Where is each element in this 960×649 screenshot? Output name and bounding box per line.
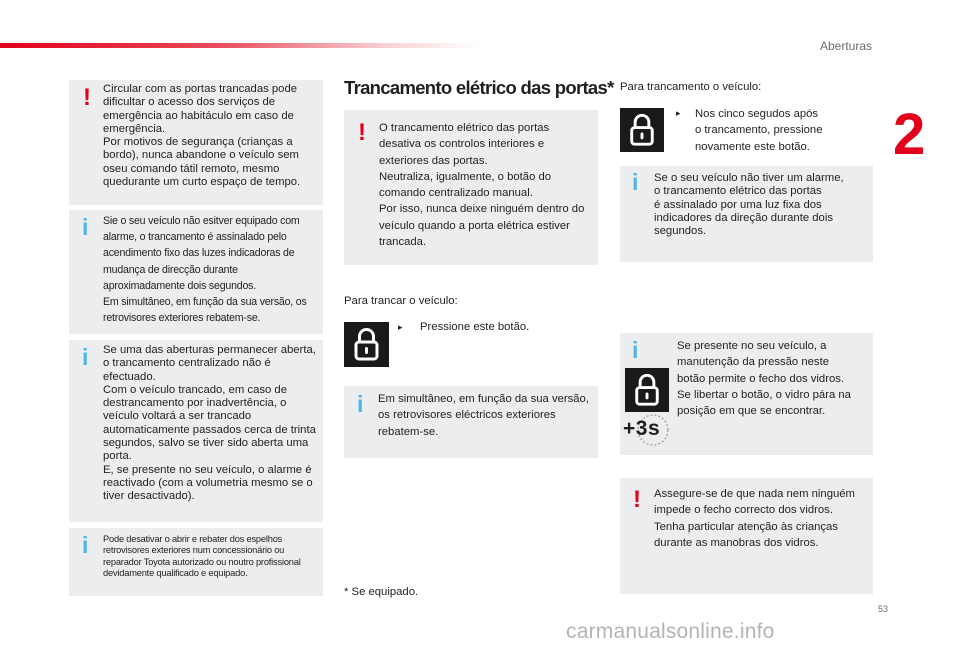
header-accent-bar bbox=[0, 43, 480, 48]
left-info-box-2 bbox=[69, 340, 323, 522]
hold-duration-label: +3s bbox=[623, 417, 661, 440]
warning-icon: ! bbox=[358, 119, 366, 146]
info-icon: i bbox=[632, 337, 639, 363]
lock-intro: Para trancar o veículo: bbox=[344, 295, 458, 307]
lock-button-icon bbox=[344, 322, 389, 367]
left-warning-box bbox=[69, 80, 323, 205]
middle-info-box bbox=[344, 386, 598, 458]
middle-warning-box bbox=[344, 110, 598, 265]
superlock-intro: Para trancamento o veículo: bbox=[620, 81, 762, 93]
page-title: Trancamento elétrico das portas* bbox=[344, 77, 614, 98]
left-info-text-2: Se uma das aberturas permanecer aberta, o trancamento centralizado não é efectuado. Com o veículo trancado, em caso de destrancamento por inadvertência, o veículo voltará a ser trancado automaticamente passados cerca de trinta segundos, salvo se tiver sido aberta uma porta. E, se presente no seu veículo, o alarme é reactivado (com a volumetria mesmo se o tiver desactivado). bbox=[103, 344, 316, 503]
info-icon: i bbox=[82, 344, 89, 370]
right-info-text-2: Se presente no seu veículo, a manutenção da pressão neste botão permite o fecho dos vidros. Se libertar o botão, o vidro pára na posição em que se encontrar. bbox=[677, 340, 851, 418]
info-icon: i bbox=[82, 532, 89, 558]
left-warning-text: Circular com as portas trancadas pode dificultar o acesso dos serviços de emergência ao habitáculo em caso de emergência. Por motivos de segurança (crianças a bordo), nunca abandone o veículo sem oseu comando tátil remoto, mesmo quedurante um curto espaço de tempo. bbox=[103, 83, 301, 189]
watermark: carmanualsonline.info bbox=[566, 620, 775, 643]
footnote: * Se equipado. bbox=[344, 586, 419, 598]
warning-icon: ! bbox=[633, 486, 641, 513]
right-info-text-1: Se o seu veículo não tiver um alarme, o trancamento elétrico das portas é assinalado por uma luz fixa dos indicadores da direção durante dois segundos. bbox=[654, 172, 844, 238]
middle-info-text: Em simultâneo, em função da sua versão, os retrovisores eléctricos exteriores rebatem-se. bbox=[378, 393, 589, 438]
info-icon: i bbox=[82, 214, 89, 240]
lock-button-icon bbox=[625, 368, 669, 412]
right-warning-text: Assegure-se de que nada nem ninguém impede o fecho correcto dos vidros. Tenha particular atenção às crianças durante as manobras dos vidros. bbox=[654, 488, 855, 549]
info-icon: i bbox=[357, 391, 364, 417]
left-info-text-3: Pode desativar o abrir e rebater dos espelhos retrovisores exteriores num concessionário ou reparador Toyota autorizado ou noutro profissional devidamente qualificado e equipado. bbox=[103, 534, 301, 579]
warning-icon: ! bbox=[83, 84, 91, 111]
chapter-number: 2 bbox=[893, 102, 926, 167]
right-info-box-1 bbox=[620, 166, 873, 262]
arrow-bullet-icon: ▸ bbox=[676, 108, 681, 118]
page-number: 53 bbox=[877, 604, 888, 614]
section-name: Aberturas bbox=[819, 39, 872, 53]
lock-button-icon bbox=[620, 108, 664, 152]
left-info-box-1 bbox=[69, 210, 323, 334]
right-info-box-2 bbox=[620, 333, 873, 455]
info-icon: i bbox=[632, 169, 639, 195]
superlock-step-text: Nos cinco segudos após o trancamento, pressione novamente este botão. bbox=[695, 108, 823, 153]
right-warning-box bbox=[620, 478, 873, 594]
left-info-text-1: Sie o seu veículo não esitver equipado com alarme, o trancamento é assinalado pelo acendimento fixo das luzes indicadoras de mudança de direcção durante aproximadamente dois segundos. Em simultâneo, em função da sua versão, os retrovisores exteriores rebatem-se. bbox=[103, 215, 307, 325]
arrow-bullet-icon: ▸ bbox=[398, 322, 403, 332]
left-info-box-3 bbox=[69, 528, 323, 596]
lock-step-text: Pressione este botão. bbox=[420, 321, 530, 333]
middle-warning-text: O trancamento elétrico das portas desativa os controlos interiores e exteriores das portas. Neutraliza, igualmente, o botão do comando centralizado manual. Por isso, nunca deixe ninguém dentro do veículo quando a porta elétrica estiver trancada. bbox=[379, 122, 585, 249]
